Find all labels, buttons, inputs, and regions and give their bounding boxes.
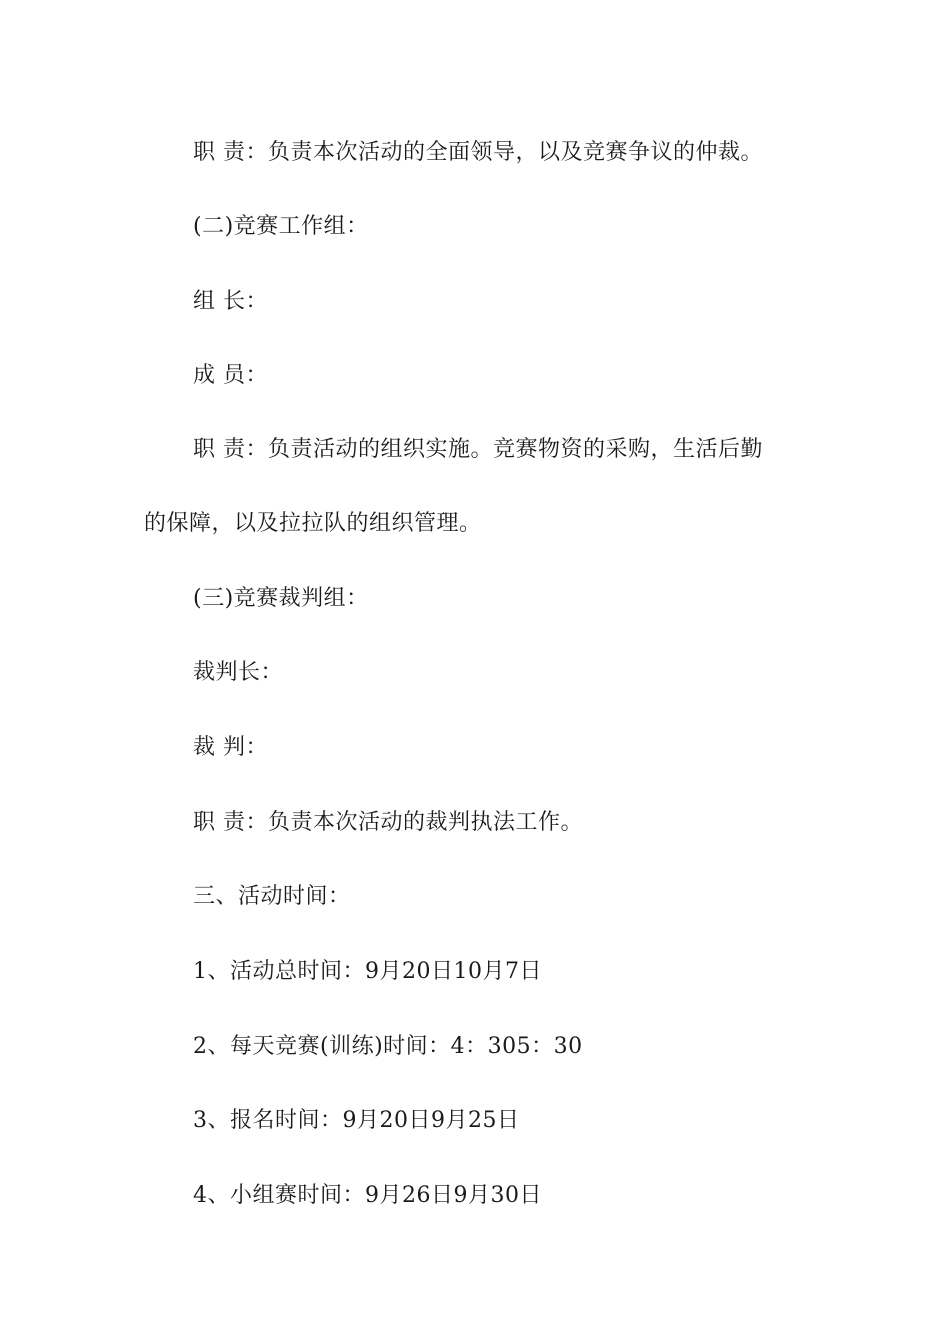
chief-referee-line: 裁判长： <box>193 660 284 685</box>
work-group-duties-paragraph: 职 责：负责活动的组织实施。竞赛物资的采购，生活后勤 <box>193 437 763 462</box>
total-activity-time-line: 1、活动总时间：9月20日10月7日 <box>193 959 542 984</box>
referees-line: 裁 判： <box>193 735 268 760</box>
group-members-line: 成 员： <box>193 363 268 388</box>
work-group-duties-continuation: 的保障，以及拉拉队的组织管理。 <box>144 511 482 536</box>
referee-duties-paragraph: 职 责：负责本次活动的裁判执法工作。 <box>193 810 583 835</box>
competition-work-group-heading: (二)竞赛工作组： <box>193 214 369 239</box>
referee-group-heading: (三)竞赛裁判组： <box>193 586 369 611</box>
committee-duties-paragraph: 职 责：负责本次活动的全面领导，以及竞赛争议的仲裁。 <box>193 140 763 165</box>
activity-time-heading: 三、活动时间： <box>193 884 351 909</box>
daily-competition-time-line: 2、每天竞赛(训练)时间：4：305：30 <box>193 1034 583 1059</box>
group-leader-line: 组 长： <box>193 289 268 314</box>
group-stage-time-line: 4、小组赛时间：9月26日9月30日 <box>193 1183 542 1208</box>
registration-time-line: 3、报名时间：9月20日9月25日 <box>193 1108 520 1133</box>
